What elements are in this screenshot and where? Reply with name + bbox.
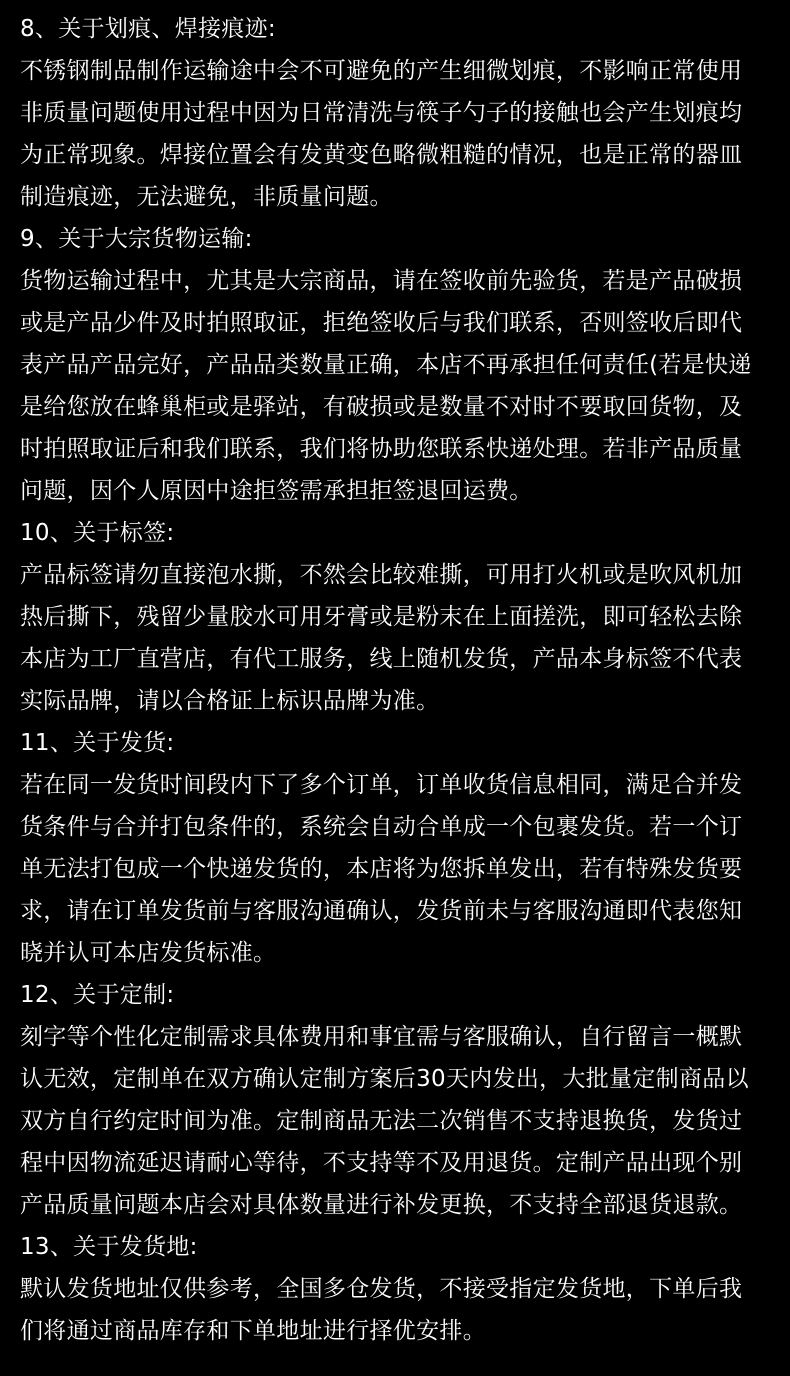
paragraph-line: 不锈钢制品制作运输途中会不可避免的产生细微划痕，不影响正常使用 [20,58,743,84]
paragraph-line: 产品标签请勿直接泡水撕，不然会比较难撕，可用打火机或是吹风机加 [20,562,743,588]
paragraph-line: 若在同一发货时间段内下了多个订单，订单收货信息相同，满足合并发 [20,772,743,798]
paragraph-line: 时拍照取证后和我们联系，我们将协助您联系快递处理。若非产品质量 [20,436,743,462]
paragraph-line: 货物运输过程中，尤其是大宗商品，请在签收前先验货，若是产品破损 [20,268,743,294]
section-heading: 13、关于发货地: [20,1234,198,1260]
section-heading: 9、关于大宗货物运输: [20,226,253,252]
paragraph-line: 热后撕下，残留少量胶水可用牙膏或是粉末在上面搓洗，即可轻松去除 [20,604,743,630]
paragraph-line: 产品质量问题本店会对具体数量进行补发更换，不支持全部退货退款。 [20,1192,743,1218]
notice-document [20,8,780,1352]
section-heading: 12、关于定制: [20,982,175,1008]
section-heading: 10、关于标签: [20,520,175,546]
paragraph-line: 本店为工厂直营店，有代工服务，线上随机发货，产品本身标签不代表 [20,646,743,672]
paragraph-line: 单无法打包成一个快递发货的，本店将为您拆单发出，若有特殊发货要 [20,856,743,882]
paragraph-line: 货条件与合并打包条件的，系统会自动合单成一个包裹发货。若一个订 [20,814,743,840]
section-8 [20,8,780,218]
paragraph-line: 或是产品少件及时拍照取证，拒绝签收后与我们联系，否则签收后即代 [20,310,743,336]
paragraph-line: 程中因物流延迟请耐心等待，不支持等不及用退货。定制产品出现个别 [20,1150,743,1176]
section-12 [20,974,780,1226]
paragraph-line: 实际品牌，请以合格证上标识品牌为准。 [20,688,440,714]
paragraph-line: 制造痕迹，无法避免，非质量问题。 [20,184,393,210]
paragraph-line: 问题，因个人原因中途拒签需承担拒签退回运费。 [20,478,533,504]
paragraph-line: 晓并认可本店发货标准。 [20,940,277,966]
paragraph-line: 认无效，定制单在双方确认定制方案后30天内发出，大批量定制商品以 [20,1066,749,1092]
section-heading: 8、关于划痕、焊接痕迹: [20,16,276,42]
section-11 [20,722,780,974]
paragraph-line: 非质量问题使用过程中因为日常清洗与筷子勺子的接触也会产生划痕均 [20,100,743,126]
paragraph-line: 表产品产品完好，产品品类数量正确，本店不再承担任何责任(若是快递 [20,352,752,378]
paragraph-line: 双方自行约定时间为准。定制商品无法二次销售不支持退换货，发货过 [20,1108,743,1134]
paragraph-line: 为正常现象。焊接位置会有发黄变色略微粗糙的情况，也是正常的器皿 [20,142,743,168]
section-10 [20,512,780,722]
paragraph-line: 默认发货地址仅供参考，全国多仓发货，不接受指定发货地，下单后我 [20,1276,743,1302]
section-heading: 11、关于发货: [20,730,175,756]
paragraph-line: 刻字等个性化定制需求具体费用和事宜需与客服确认，自行留言一概默 [20,1024,743,1050]
section-13 [20,1226,780,1352]
paragraph-line: 是给您放在蜂巢柜或是驿站，有破损或是数量不对时不要取回货物，及 [20,394,743,420]
paragraph-line: 求，请在订单发货前与客服沟通确认，发货前未与客服沟通即代表您知 [20,898,743,924]
section-9 [20,218,780,512]
paragraph-line: 们将通过商品库存和下单地址进行择优安排。 [20,1318,486,1344]
